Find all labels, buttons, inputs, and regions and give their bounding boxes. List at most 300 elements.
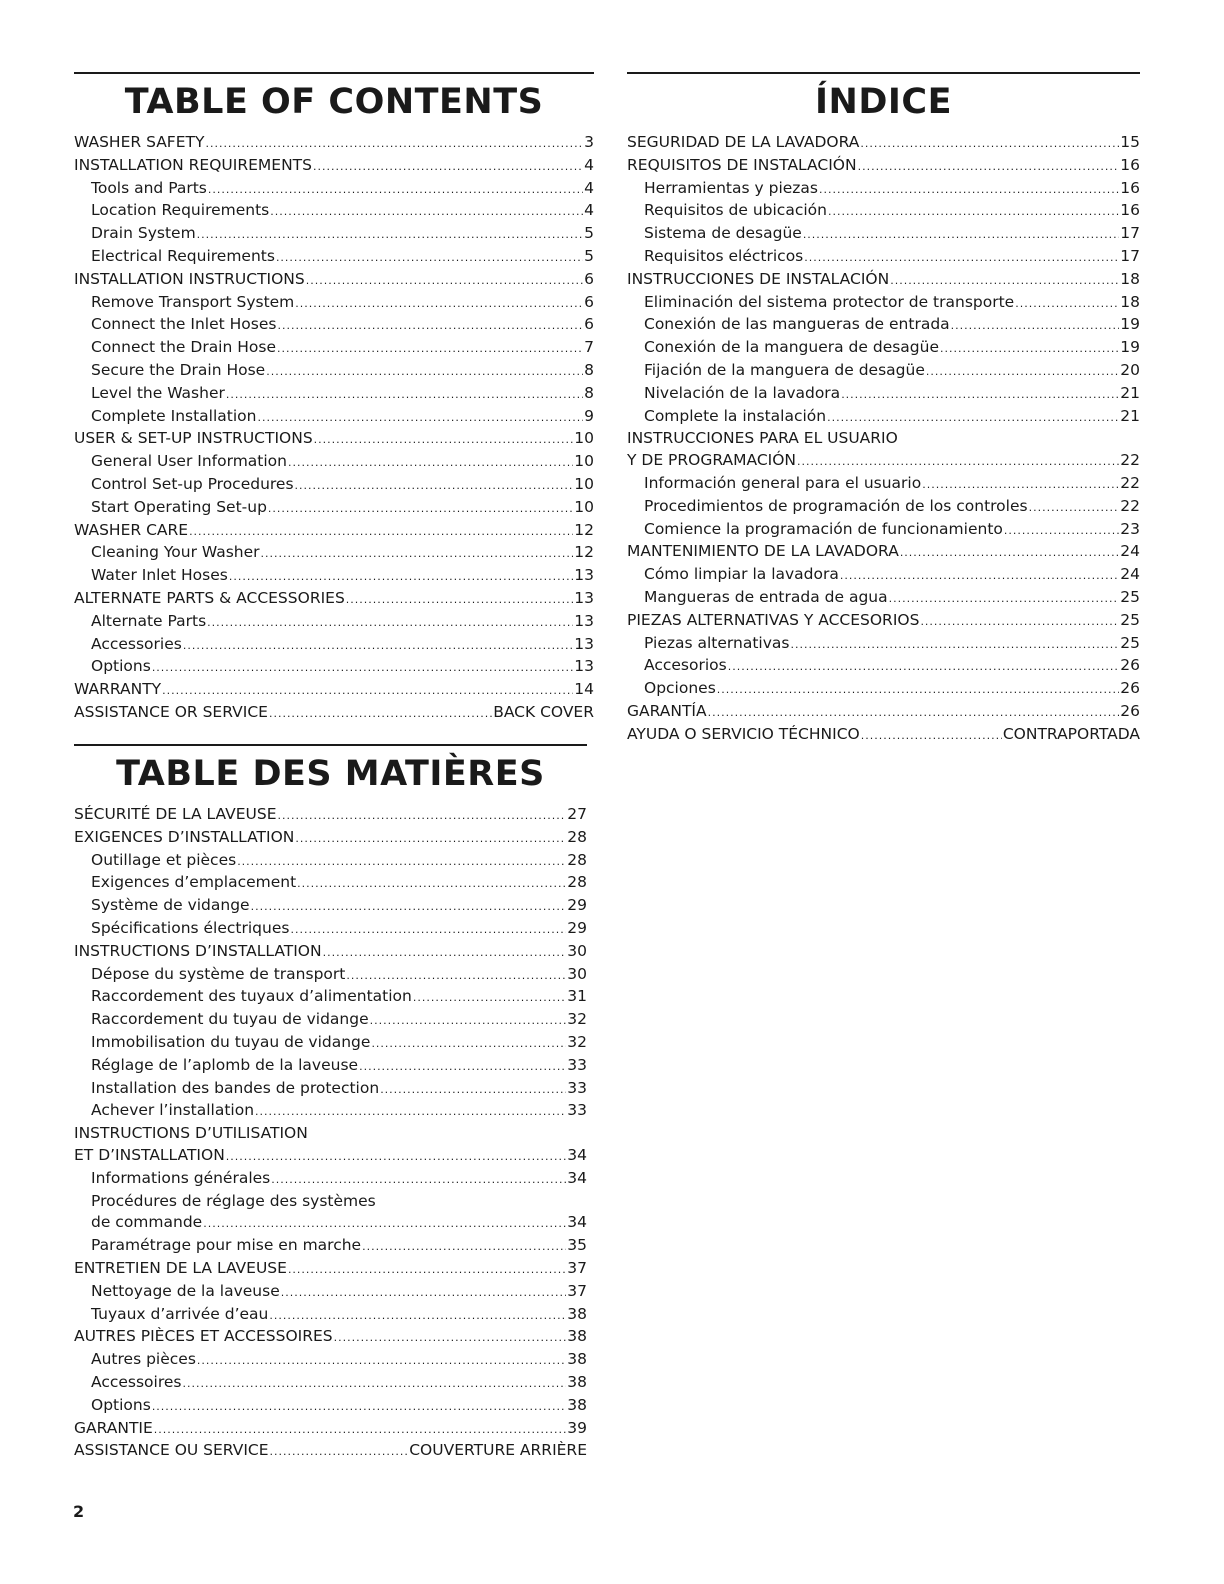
toc-entry-page: 38 — [567, 1304, 587, 1323]
toc-entry-title: Sistema de desagüe — [644, 224, 802, 243]
dot-leader — [841, 384, 1119, 406]
dot-leader — [803, 224, 1119, 246]
toc-entry-page: 24 — [1120, 565, 1140, 584]
toc-entry — [74, 1326, 587, 1349]
toc-entry-page: COUVERTURE ARRIÈRE — [409, 1441, 587, 1460]
toc-entry-page: 24 — [1120, 542, 1140, 561]
toc-entry-title: Control Set-up Procedures — [91, 474, 294, 493]
toc-entry-title: Raccordement des tuyaux d’alimentation — [91, 987, 412, 1006]
dot-leader — [1015, 293, 1119, 315]
dot-leader — [860, 133, 1119, 155]
toc-entry — [74, 1123, 587, 1145]
dot-leader — [306, 270, 583, 292]
toc-entry-title: MANTENIMIENTO DE LA LAVADORA — [627, 542, 899, 561]
toc-entry-title: ENTRETIEN DE LA LAVEUSE — [74, 1258, 287, 1277]
toc-entry-title: SÉCURITÉ DE LA LAVEUSE — [74, 805, 277, 823]
toc-title: TABLE DES MATIÈRES — [116, 754, 545, 794]
toc-entry — [74, 1078, 587, 1101]
toc-entry — [74, 542, 594, 565]
toc-entry-page: 15 — [1120, 133, 1140, 151]
dot-leader — [922, 474, 1119, 496]
toc-entry — [74, 1145, 587, 1168]
dot-leader — [154, 1419, 566, 1441]
toc-entry-page: 38 — [567, 1395, 587, 1414]
dot-leader — [152, 1396, 566, 1418]
toc-entry-page: 6 — [584, 292, 594, 311]
toc-entry-title: Remove Transport System — [91, 292, 295, 311]
toc-entry-page: 12 — [574, 520, 594, 539]
toc-entry — [627, 610, 1140, 633]
toc-entry-page: 37 — [567, 1281, 587, 1300]
page-number: 2 — [73, 1502, 85, 1521]
toc-entry-title: Nivelación de la lavadora — [644, 383, 841, 402]
toc-entry — [627, 496, 1140, 519]
toc-entry-title: Electrical Requirements — [91, 246, 275, 265]
toc-entry-page: 29 — [567, 918, 587, 937]
toc-entry — [627, 724, 1140, 747]
toc-entry-title: Cleaning Your Washer — [91, 543, 260, 562]
dot-leader — [288, 452, 573, 474]
dot-leader — [276, 247, 583, 269]
toc-entry-page: 23 — [1120, 519, 1140, 538]
toc-entry-title: Complete la instalación — [644, 406, 827, 425]
toc-entry-title: Procédures de réglage des systèmes — [91, 1191, 376, 1210]
dot-leader — [728, 656, 1120, 678]
toc-entry-title: Informations générales — [91, 1168, 271, 1187]
toc-entry — [74, 1258, 587, 1281]
toc-entry — [74, 565, 594, 588]
dot-leader — [827, 407, 1119, 429]
toc-entry — [74, 406, 594, 429]
toc-entry-title: PIEZAS ALTERNATIVAS Y ACCESORIOS — [627, 610, 920, 629]
toc-entry-title: Herramientas y piezas — [644, 178, 818, 197]
dot-leader — [1029, 497, 1120, 519]
toc-entry-title: Accessoires — [91, 1372, 182, 1391]
toc-entry-page: 30 — [567, 941, 587, 960]
toc-entry — [74, 827, 587, 850]
toc-entry — [74, 132, 594, 155]
toc-entry-page: 34 — [567, 1168, 587, 1187]
toc-entry-title: Tuyaux d’arrivée d’eau — [91, 1304, 269, 1323]
toc-entry — [627, 200, 1140, 223]
dot-leader — [269, 1305, 566, 1327]
dot-leader — [183, 1373, 567, 1395]
toc-entry-title: Mangueras de entrada de agua — [644, 587, 888, 606]
toc-entry-title: Comience la programación de funcionamiento — [644, 519, 1003, 538]
dot-leader — [277, 805, 566, 827]
toc-entry-page: 27 — [567, 805, 587, 823]
toc-entry — [74, 1235, 587, 1258]
toc-entry-title: SEGURIDAD DE LA LAVADORA — [627, 133, 860, 151]
dot-leader — [1004, 520, 1119, 542]
toc-entry-title: Connect the Drain Hose — [91, 338, 276, 357]
toc-entry-page: 29 — [567, 896, 587, 915]
toc-entry — [74, 872, 587, 895]
toc-entry — [627, 314, 1140, 337]
toc-entry — [74, 337, 594, 360]
dot-leader — [413, 987, 566, 1009]
toc-entry — [74, 292, 594, 315]
toc-entry — [74, 634, 594, 657]
toc-entry — [74, 223, 594, 246]
toc-spanish — [627, 72, 1140, 747]
toc-entry — [74, 269, 594, 292]
toc-entry — [74, 1191, 587, 1213]
divider — [74, 744, 587, 746]
dot-leader — [890, 270, 1119, 292]
toc-entry-page: 4 — [584, 178, 594, 197]
toc-entry-title: Start Operating Set-up — [91, 497, 267, 516]
toc-entry — [627, 406, 1140, 429]
toc-entry — [74, 178, 594, 201]
toc-entry-page: 16 — [1120, 201, 1140, 220]
toc-entry — [74, 1418, 587, 1441]
dot-leader — [371, 1033, 566, 1055]
toc-entry-page: 25 — [1120, 610, 1140, 629]
toc-entry-title: ASSISTANCE OU SERVICE — [74, 1441, 269, 1460]
dot-leader — [269, 703, 492, 725]
toc-entries — [74, 132, 594, 725]
toc-entry — [627, 473, 1140, 496]
dot-leader — [940, 338, 1119, 360]
dot-leader — [359, 1056, 566, 1078]
dot-leader — [297, 873, 566, 895]
toc-entry — [627, 587, 1140, 610]
dot-leader — [183, 635, 573, 657]
toc-entry-title: Cómo limpiar la lavadora — [644, 565, 839, 584]
toc-entry-title: Accesorios — [644, 656, 727, 675]
toc-entry-title: Options — [91, 657, 151, 676]
toc-entry — [627, 132, 1140, 155]
dot-leader — [203, 1213, 566, 1235]
toc-entry-page: CONTRAPORTADA — [1002, 724, 1140, 743]
dot-leader — [819, 179, 1119, 201]
dot-leader — [323, 942, 567, 964]
toc-entry-title: Achever l’installation — [91, 1101, 255, 1120]
toc-entry-page: 19 — [1120, 338, 1140, 357]
toc-entry-page: 30 — [567, 964, 587, 983]
divider — [627, 72, 1140, 74]
toc-entry-title: General User Information — [91, 452, 287, 471]
toc-entry — [74, 1372, 587, 1395]
toc-entry-page: 16 — [1120, 178, 1140, 197]
dot-leader — [208, 179, 583, 201]
toc-entry — [74, 850, 587, 873]
toc-entry-page: 22 — [1120, 473, 1140, 492]
toc-entry-page: 32 — [567, 1010, 587, 1029]
toc-title: TABLE OF CONTENTS — [124, 82, 544, 122]
toc-entry-title: Installation des bandes de protection — [91, 1078, 380, 1097]
dot-leader — [370, 1010, 567, 1032]
toc-entry — [627, 655, 1140, 678]
toc-entry-title: Raccordement du tuyau de vidange — [91, 1010, 369, 1029]
toc-entry — [74, 1055, 587, 1078]
dot-leader — [271, 1169, 566, 1191]
toc-entry-page: 12 — [574, 543, 594, 562]
dot-leader — [281, 1282, 567, 1304]
toc-entry-page: 13 — [574, 657, 594, 676]
toc-entry-title: Drain System — [91, 224, 196, 243]
toc-entry — [627, 269, 1140, 292]
divider — [74, 72, 594, 74]
toc-entry — [627, 155, 1140, 178]
toc-entry — [627, 564, 1140, 587]
toc-entry — [627, 383, 1140, 406]
dot-leader — [237, 851, 566, 873]
toc-entry-page: 8 — [584, 383, 594, 402]
dot-leader — [314, 429, 574, 451]
toc-entry-page: 20 — [1120, 360, 1140, 379]
toc-entry-title: AYUDA O SERVICIO TÉCHNICO — [627, 724, 860, 743]
dot-leader — [277, 338, 583, 360]
dot-leader — [207, 612, 573, 634]
toc-entry — [74, 679, 594, 702]
toc-entry-page: 26 — [1120, 656, 1140, 675]
toc-entry-page: 38 — [567, 1350, 587, 1369]
dot-leader — [861, 725, 1002, 747]
toc-entry-title: Piezas alternativas — [644, 633, 790, 652]
toc-entry-page: 9 — [584, 406, 594, 425]
toc-entry-page: 25 — [1120, 587, 1140, 606]
toc-entry — [74, 200, 594, 223]
dot-leader — [226, 1146, 566, 1168]
toc-entry — [74, 451, 594, 474]
dot-leader — [277, 315, 583, 337]
toc-entry-page: 38 — [567, 1372, 587, 1391]
toc-entry — [74, 1032, 587, 1055]
toc-entry — [627, 246, 1140, 269]
toc-entry-page: 18 — [1120, 292, 1140, 311]
dot-leader — [270, 201, 583, 223]
toc-entry — [74, 360, 594, 383]
toc-entry-page: 35 — [567, 1236, 587, 1255]
toc-entry-page: 6 — [584, 269, 594, 288]
dot-leader — [255, 1101, 566, 1123]
dot-leader — [920, 611, 1119, 633]
toc-entry-title: Réglage de l’aplomb de la laveuse — [91, 1055, 359, 1074]
toc-entry-title: Y DE PROGRAMACIÓN — [627, 451, 797, 470]
toc-entry — [74, 986, 587, 1009]
toc-entry-title: WASHER SAFETY — [74, 133, 205, 151]
toc-entry-title: Conexión de la manguera de desagüe — [644, 338, 940, 357]
toc-entry — [627, 701, 1140, 724]
toc-entry — [74, 964, 587, 987]
toc-entry-page: 17 — [1120, 246, 1140, 265]
toc-entry-title: Accessories — [91, 634, 182, 653]
toc-entry — [627, 541, 1140, 564]
dot-leader — [268, 498, 573, 520]
toc-entry-page: 10 — [574, 474, 594, 493]
toc-entry — [74, 702, 594, 725]
toc-entry-title: ASSISTANCE OR SERVICE — [74, 702, 268, 721]
toc-entry-title: GARANTÍA — [627, 701, 707, 720]
toc-entry-title: Requisitos eléctricos — [644, 246, 804, 265]
toc-title: ÍNDICE — [815, 82, 952, 122]
toc-french — [74, 744, 587, 1463]
dot-leader — [205, 133, 583, 155]
dot-leader — [926, 361, 1119, 383]
dot-leader — [295, 828, 566, 850]
toc-entry-title: ET D’INSTALLATION — [74, 1145, 225, 1164]
toc-entry-page: 39 — [567, 1418, 587, 1437]
dot-leader — [346, 589, 573, 611]
dot-leader — [790, 634, 1119, 656]
toc-entry-title: Nettoyage de la laveuse — [91, 1281, 280, 1300]
dot-leader — [251, 896, 567, 918]
toc-entry-title: de commande — [91, 1213, 203, 1232]
toc-entry — [74, 1168, 587, 1191]
toc-english — [74, 72, 594, 725]
toc-entry-title: INSTALLATION REQUIREMENTS — [74, 155, 312, 174]
toc-entry-page: 32 — [567, 1032, 587, 1051]
toc-entry-title: INSTRUCCIONES PARA EL USUARIO — [627, 429, 898, 448]
toc-entry — [74, 383, 594, 406]
toc-entry — [74, 1304, 587, 1327]
toc-entry-page: 17 — [1120, 224, 1140, 243]
dot-leader — [290, 919, 566, 941]
toc-entry-title: Conexión de las mangueras de entrada — [644, 315, 950, 334]
toc-entry-page: 4 — [584, 155, 594, 174]
toc-entry-title: Información general para el usuario — [644, 473, 922, 492]
toc-entry-title: EXIGENCES D’INSTALLATION — [74, 827, 295, 846]
toc-entry-page: BACK COVER — [493, 702, 594, 721]
toc-entry-title: Tools and Parts — [91, 178, 207, 197]
toc-entry — [74, 520, 594, 543]
toc-entry — [627, 292, 1140, 315]
toc-entry-title: Système de vidange — [91, 896, 250, 915]
toc-entry-title: Exigences d’emplacement — [91, 873, 297, 892]
toc-entry-page: 3 — [584, 133, 594, 151]
toc-entry — [627, 360, 1140, 383]
dot-leader — [804, 247, 1119, 269]
toc-entry — [74, 918, 587, 941]
toc-entry-title: ALTERNATE PARTS & ACCESSORIES — [74, 588, 345, 607]
dot-leader — [334, 1327, 567, 1349]
toc-entry — [74, 1440, 587, 1463]
toc-entry — [627, 519, 1140, 542]
toc-entry-page: 13 — [574, 566, 594, 585]
toc-entry-page: 10 — [574, 452, 594, 471]
toc-entry-title: Paramétrage pour mise en marche — [91, 1236, 362, 1255]
toc-entry-page: 18 — [1120, 269, 1140, 288]
toc-entry-title: Options — [91, 1395, 151, 1414]
toc-entry-page: 34 — [567, 1145, 587, 1164]
dot-leader — [197, 224, 583, 246]
dot-leader — [828, 201, 1119, 223]
toc-entry-page: 37 — [567, 1258, 587, 1277]
toc-entry-title: Fijación de la manguera de desagüe — [644, 360, 925, 379]
toc-entry-page: 28 — [567, 873, 587, 892]
toc-entry — [74, 428, 594, 451]
dot-leader — [189, 521, 573, 543]
toc-entry-title: Complete Installation — [91, 406, 257, 425]
toc-entry-page: 21 — [1120, 406, 1140, 425]
toc-entry — [627, 223, 1140, 246]
toc-entry-title: USER & SET-UP INSTRUCTIONS — [74, 429, 313, 448]
toc-entry-page: 13 — [574, 588, 594, 607]
toc-entry — [74, 588, 594, 611]
toc-entry — [74, 941, 587, 964]
toc-entry-title: REQUISITOS DE INSTALACIÓN — [627, 155, 857, 174]
toc-entry — [627, 178, 1140, 201]
toc-entry-title: Immobilisation du tuyau de vidange — [91, 1032, 371, 1051]
toc-entry-title: INSTALLATION INSTRUCTIONS — [74, 269, 305, 288]
toc-entry-title: WASHER CARE — [74, 520, 189, 539]
toc-entry-page: 34 — [567, 1213, 587, 1232]
toc-entry — [627, 337, 1140, 360]
toc-entry-page: 10 — [574, 429, 594, 448]
toc-entry — [627, 633, 1140, 656]
dot-leader — [840, 565, 1119, 587]
toc-entry-page: 7 — [584, 338, 594, 357]
toc-entry-page: 28 — [567, 850, 587, 869]
toc-entry — [74, 497, 594, 520]
toc-entry-page: 5 — [584, 224, 594, 243]
dot-leader — [295, 475, 574, 497]
dot-leader — [226, 384, 583, 406]
toc-entry-title: Autres pièces — [91, 1350, 196, 1369]
toc-entry-page: 10 — [574, 497, 594, 516]
toc-entry — [74, 474, 594, 497]
toc-entry-title: Secure the Drain Hose — [91, 360, 266, 379]
toc-entry — [627, 678, 1140, 701]
dot-leader — [858, 156, 1120, 178]
toc-entry — [74, 1009, 587, 1032]
toc-entry-title: Location Requirements — [91, 201, 270, 220]
toc-entry-page: 25 — [1120, 633, 1140, 652]
toc-entry-title: AUTRES PIÈCES ET ACCESSOIRES — [74, 1327, 333, 1346]
dot-leader — [380, 1079, 566, 1101]
toc-entry-page: 26 — [1120, 701, 1140, 720]
toc-entry-title: INSTRUCTIONS D’UTILISATION — [74, 1124, 308, 1143]
toc-entry-page: 31 — [567, 987, 587, 1006]
toc-entry-title: INSTRUCTIONS D’INSTALLATION — [74, 941, 322, 960]
dot-leader — [162, 680, 573, 702]
toc-entry — [74, 155, 594, 178]
toc-entry-title: Eliminación del sistema protector de transporte — [644, 292, 1015, 311]
toc-entry-page: 13 — [574, 611, 594, 630]
dot-leader — [346, 965, 566, 987]
toc-entry-page: 4 — [584, 201, 594, 220]
dot-leader — [951, 315, 1120, 337]
toc-entry — [74, 1349, 587, 1372]
toc-entry-title: Dépose du système de transport — [91, 964, 346, 983]
toc-entry — [74, 1212, 587, 1235]
toc-entry-page: 33 — [567, 1055, 587, 1074]
toc-entry-title: WARRANTY — [74, 680, 162, 699]
toc-entry-page: 8 — [584, 360, 594, 379]
dot-leader — [261, 543, 574, 565]
toc-entry-title: Requisitos de ubicación — [644, 201, 827, 220]
toc-entry — [627, 428, 1140, 450]
toc-entry-title: INSTRUCCIONES DE INSTALACIÓN — [627, 269, 890, 288]
toc-entry-page: 33 — [567, 1101, 587, 1120]
dot-leader — [257, 407, 583, 429]
toc-entry — [74, 611, 594, 634]
toc-entry — [74, 804, 587, 827]
toc-entry-page: 28 — [567, 827, 587, 846]
dot-leader — [362, 1236, 566, 1258]
toc-entry-page: 19 — [1120, 315, 1140, 334]
dot-leader — [229, 566, 573, 588]
toc-entry — [74, 1100, 587, 1123]
toc-entry — [627, 450, 1140, 473]
dot-leader — [900, 542, 1119, 564]
toc-entry-title: GARANTIE — [74, 1418, 153, 1437]
toc-entries — [627, 132, 1140, 747]
toc-entry-page: 33 — [567, 1078, 587, 1097]
toc-entry — [74, 246, 594, 269]
